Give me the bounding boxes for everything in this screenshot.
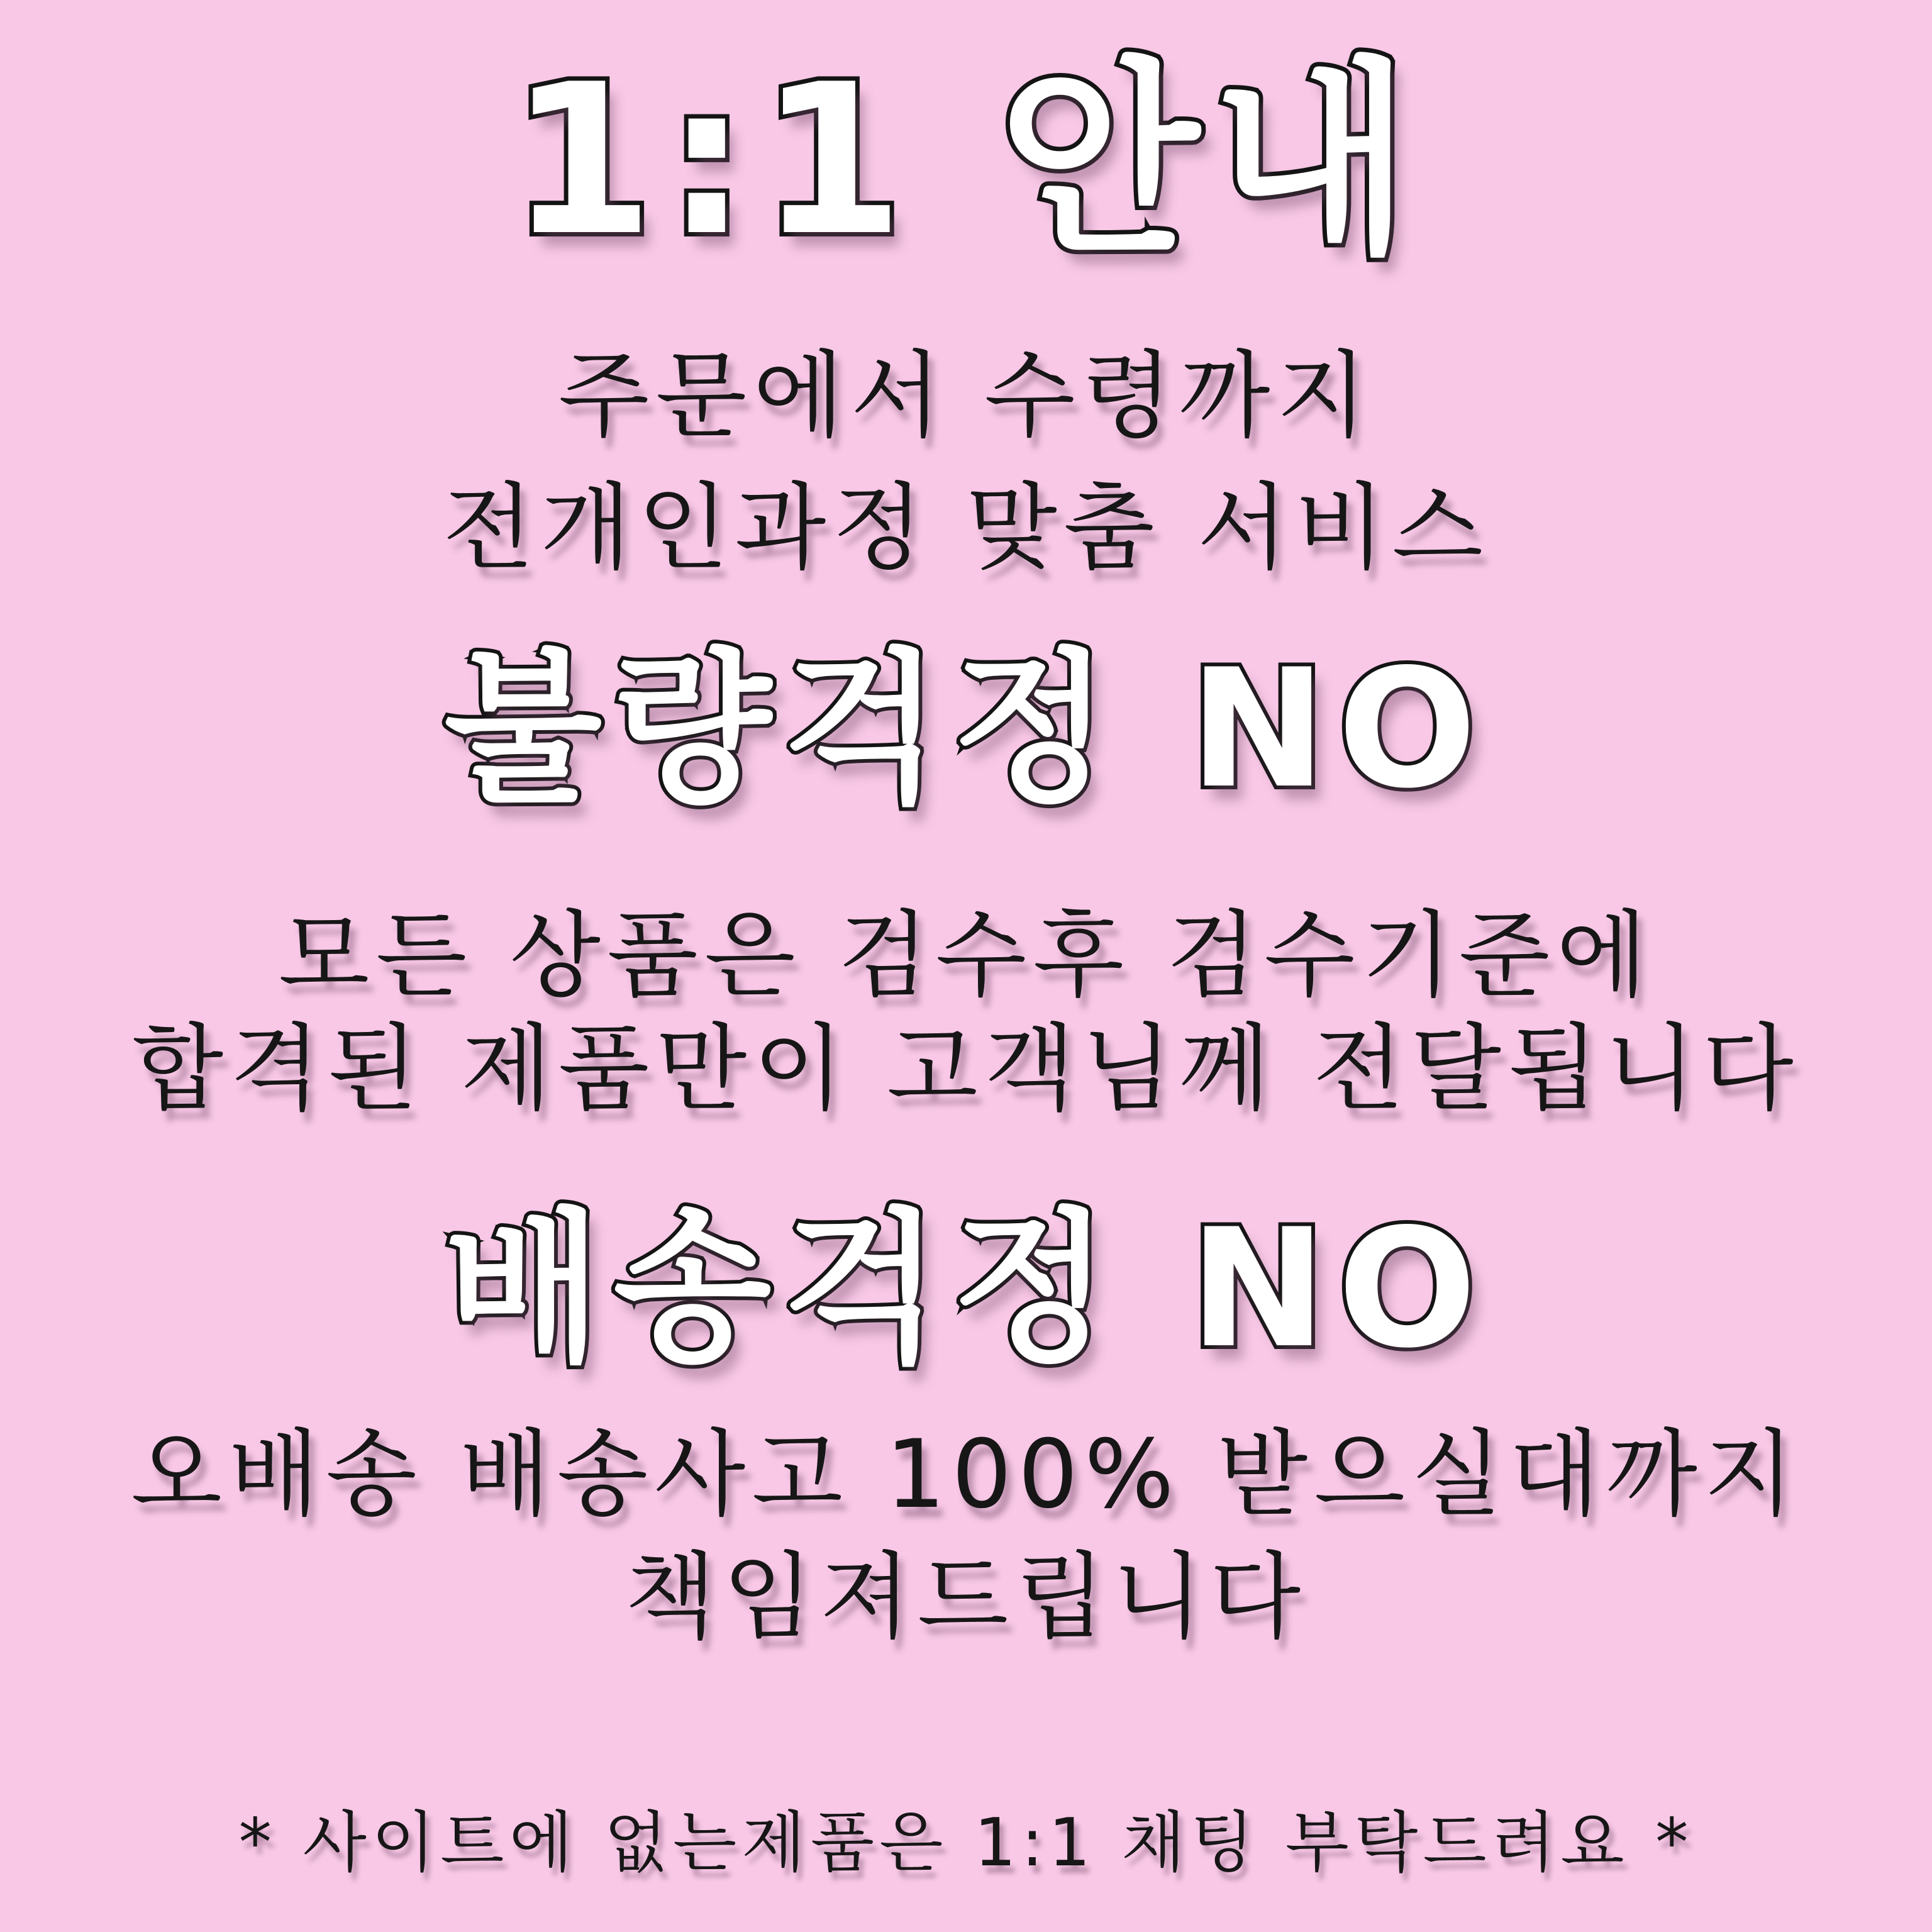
footnote: * 사이트에 없는제품은 1:1 채팅 부탁드려요 *: [238, 1804, 1694, 1881]
page-title: 1:1 안내: [509, 40, 1423, 281]
intro-line-2: 전개인과정 맞춤 서비스: [442, 474, 1490, 583]
shipping-line-2: 책임져드립니다: [625, 1543, 1307, 1652]
quality-section-heading: 불량걱정 NO: [444, 635, 1488, 824]
quality-line-2: 합격된 제품만이 고객님께 전달됩니다: [132, 1014, 1800, 1124]
shipping-line-1: 오배송 배송사고 100% 받으실대까지: [131, 1420, 1801, 1530]
shipping-section-heading: 배송걱정 NO: [444, 1194, 1488, 1384]
quality-line-1: 모든 상품은 검수후 검수기준에: [278, 901, 1654, 1011]
intro-line-1: 주문에서 수령까지: [558, 341, 1374, 451]
